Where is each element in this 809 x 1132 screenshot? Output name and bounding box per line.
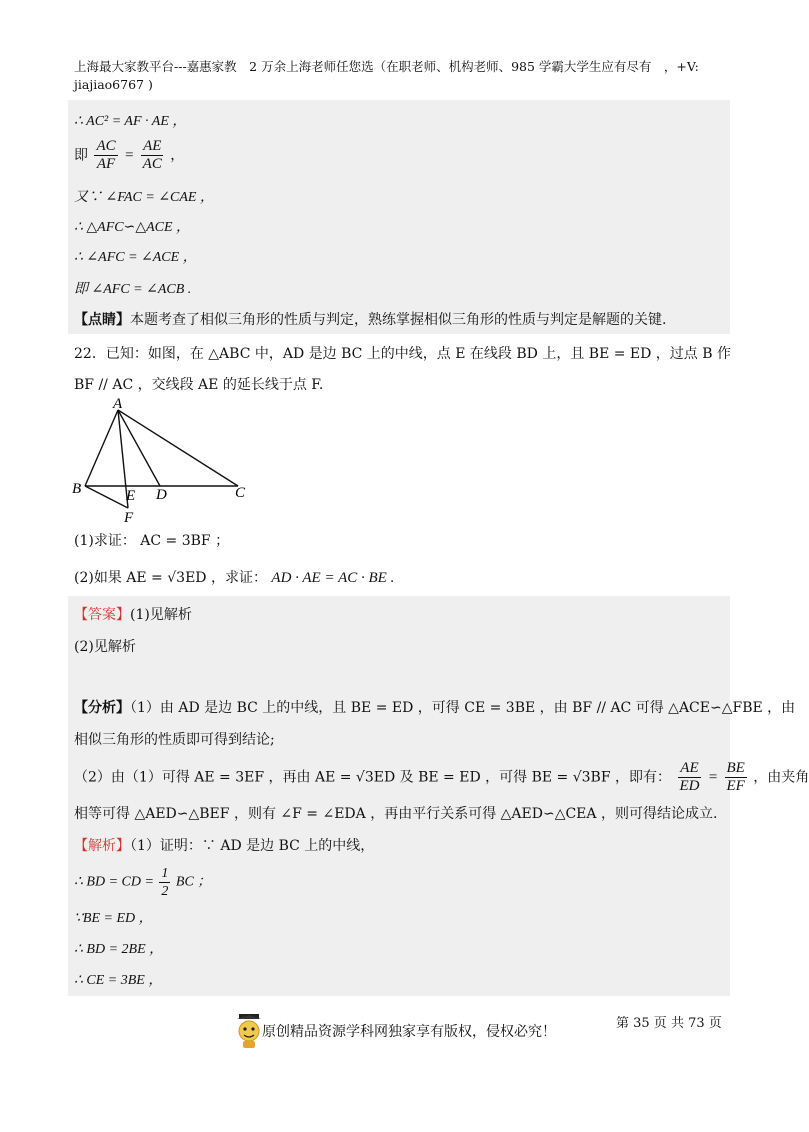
answer-1: (1)见解析 xyxy=(130,607,192,623)
dianjing-tag: 【点睛】 xyxy=(74,312,130,328)
fraction-numerator: AE xyxy=(680,760,699,776)
analysis-text-3: （2）由（1）可得 AE = 3EF ，再由 AE = √3ED 及 BE = ED ，可得 BE = √3BF ，即有： xyxy=(74,769,672,786)
fraction-numerator: BE xyxy=(726,760,745,776)
dianjing-text: 本题考查了相似三角形的性质与判定，熟练掌握相似三角形的性质与判定是解题的关键. xyxy=(130,312,667,328)
analysis-line-3: （2）由（1）可得 AE = 3EF ，再由 AE = √3ED 及 BE = ED ，可得 BE = √3BF ，即有： $\frac{AE}{ED}$ = $\frac{BE}{EF}$ ，由夹角 xyxy=(74,760,809,794)
label-d: D xyxy=(156,487,167,503)
fraction-denominator: 2 xyxy=(161,884,169,899)
fraction-numerator: 1 xyxy=(161,866,169,881)
fraction-be-ef xyxy=(725,760,747,795)
analysis-tag: 【分析】 xyxy=(74,700,130,716)
question-1: (1)求证： AC = 3BF ； xyxy=(74,533,230,549)
answer-line-1 xyxy=(74,604,192,624)
fraction-one-half xyxy=(159,865,170,900)
prev-line-7 xyxy=(74,309,666,329)
prev-line-6: 即 ∠AFC = ∠ACB . xyxy=(74,282,192,297)
solution-line-3: ∵BE = ED ， xyxy=(74,911,153,926)
prev-line-1: ∴ AC² = AF · AE ， xyxy=(74,114,187,129)
segment-ab xyxy=(85,410,118,486)
solution-text-1: （1）证明：∵ AD 是边 BC 上的中线， xyxy=(130,838,375,854)
fraction-numerator: AC xyxy=(96,138,116,154)
fraction-denominator: AF xyxy=(96,156,116,172)
label-b: B xyxy=(72,481,82,497)
prev-line-4: ∴ △AFC∽△ACE ， xyxy=(74,220,191,235)
segment-bf xyxy=(85,486,128,508)
prev-line-2-suffix: ， xyxy=(170,147,185,164)
fraction-denominator: ED xyxy=(679,778,700,794)
label-e: E xyxy=(126,488,136,504)
question-2-prefix: (2)如果 AE = √3ED ，求证： xyxy=(74,570,267,586)
prev-line-2: 即 $\frac{AC}{AF}$ = $\frac{AE}{AC}$ ， xyxy=(74,138,185,172)
solution-line-1 xyxy=(74,835,374,855)
label-a: A xyxy=(113,396,123,412)
solution-text-2-prefix: ∴ BD = CD = xyxy=(74,874,154,890)
page-number: 第 35 页 共 73 页 xyxy=(616,1016,722,1031)
mascot-logo-icon xyxy=(234,1012,264,1050)
fraction-ae-ac xyxy=(141,138,164,173)
fraction-ae-ed xyxy=(677,760,701,795)
footer-slogan: 原创精品资源学科网独家享有版权，侵权必究！ xyxy=(262,1024,556,1040)
prev-line-2-prefix: 即 xyxy=(74,147,88,164)
problem-line-2: BF // AC ，交线段 AE 的延长线于点 F. xyxy=(74,377,324,393)
solution-line-5: ∴ CE = 3BE ， xyxy=(74,973,163,988)
fraction-ac-af xyxy=(94,138,117,173)
fraction-numerator: AE xyxy=(143,138,162,154)
header-line-2: jiajiao6767 ) xyxy=(74,77,153,92)
segment-ac xyxy=(118,410,238,486)
triangle-figure xyxy=(70,396,260,526)
label-f: F xyxy=(124,510,134,526)
prev-line-3: 又∵ ∠FAC = ∠CAE ， xyxy=(74,190,214,205)
analysis-line-2: 相似三角形的性质即可得到结论; xyxy=(74,732,275,748)
question-2 xyxy=(74,567,394,587)
analysis-line-1 xyxy=(74,697,795,717)
label-c: C xyxy=(235,485,246,501)
fraction-denominator: EF xyxy=(726,778,745,794)
solution-text-2-suffix: BC ； xyxy=(175,874,212,890)
solution-line-4: ∴ BD = 2BE ， xyxy=(74,942,164,957)
analysis-line-4: 相等可得 △AED∽△BEF ，则有 ∠F = ∠EDA ，再由平行关系可得 △AED∽△CEA ，则可得结论成立. xyxy=(74,806,718,822)
prev-line-5: ∴ ∠AFC = ∠ACE ， xyxy=(74,250,197,265)
answer-2: (2)见解析 xyxy=(74,639,136,655)
answer-block xyxy=(68,596,730,996)
solution-line-2 xyxy=(74,865,211,900)
analysis-text-1: （1）由 AD 是边 BC 上的中线，且 BE = ED ，可得 CE = 3BE ，由 BF // AC 可得 △ACE∽△FBE ，由 xyxy=(130,700,796,716)
page-header xyxy=(74,58,734,94)
solution-tag: 【解析】 xyxy=(74,838,130,854)
fraction-denominator: AC xyxy=(142,156,162,172)
question-2-claim: AD · AE = AC · BE . xyxy=(271,570,395,586)
answer-tag: 【答案】 xyxy=(74,607,130,623)
analysis-text-3-suffix: ，由夹角 xyxy=(753,769,809,786)
header-line-1: 上海最大家教平台---嘉惠家教 2 万余上海老师任您选（在职老师、机构老师、985 学霸大学生应有尽有 ，+V: xyxy=(74,59,699,74)
problem-line-1: 22．已知：如图，在 △ABC 中，AD 是边 BC 上的中线，点 E 在线段 BD 上，且 BE = ED ，过点 B 作 xyxy=(74,346,732,362)
